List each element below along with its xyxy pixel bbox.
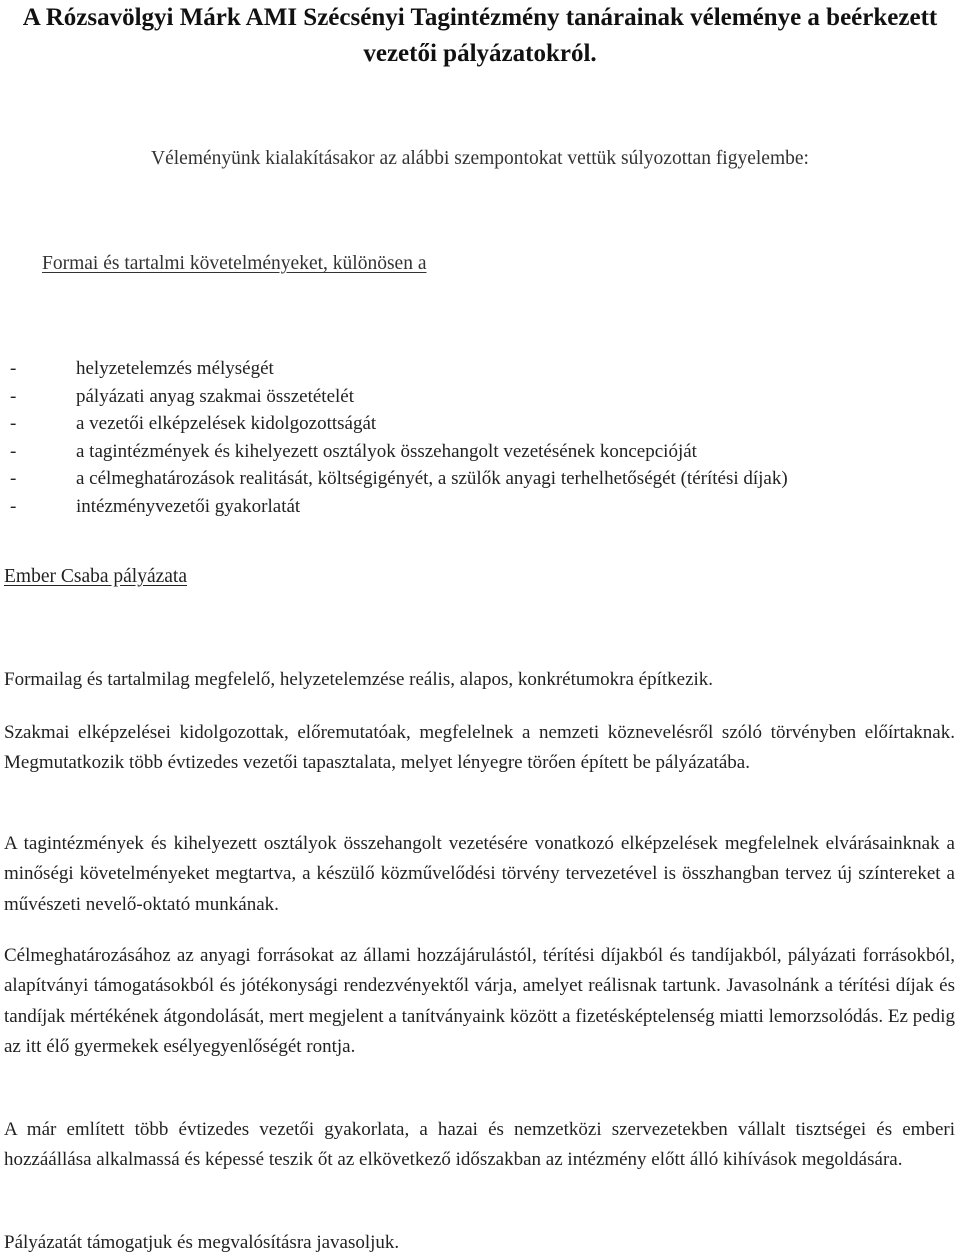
- section-heading: Ember Csaba pályázata: [4, 566, 187, 587]
- paragraph-professional-concepts: Szakmai elképzelései kidolgozottak, előremutatóak, megfelelnek a nemzeti köznevelésről szóló törvényben előírtaknak. Megmutatkozik több évtizedes vezetői tapasztalata, melyet lényegre törően épített be pályázatába.: [4, 722, 955, 774]
- list-bullet: -: [10, 468, 17, 490]
- list-bullet: -: [10, 440, 17, 462]
- list-bullet: -: [10, 358, 17, 379]
- list-item-text: a célmeghatározások realitását, költségigényét, a szülők anyagi terhelhetőségét (térítési díjak): [76, 468, 788, 490]
- list-item-text: a tagintézmények és kihelyezett osztályok összehangolt vezetésének koncepcióját: [76, 440, 697, 462]
- list-item: [0, 493, 788, 521]
- list-item-text: pályázati anyag szakmai összetételét: [76, 385, 355, 407]
- list-item: [0, 410, 788, 438]
- list-item: [0, 438, 788, 466]
- criteria-heading: Formai és tartalmi követelményeket, különösen a: [42, 253, 427, 274]
- paragraph-conclusion: Pályázatát támogatjuk és megvalósításra javasoljuk.: [4, 1232, 400, 1253]
- paragraph-member-institutions: A tagintézmények és kihelyezett osztályok összehangolt vezetésére vonatkozó elképzelések megfelelnek elvárásainknak a minőségi követelményeket megtartva, a készülő közművelődési törvény tervezetével is összhangban tervez új színtereket a művészeti nevelő-oktató munkának.: [4, 833, 955, 915]
- paragraph-formal-assessment: Formailag és tartalmilag megfelelő, helyzetelemzése reális, alapos, konkrétumokra építkezik.: [4, 669, 714, 690]
- list-item-text: helyzetelemzés mélységét: [76, 358, 274, 379]
- list-item-text: intézményvezetői gyakorlatát: [76, 495, 301, 517]
- list-bullet: -: [10, 413, 17, 435]
- list-item: [0, 355, 788, 383]
- document-title: A Rózsavölgyi Márk AMI Szécsényi Tagintézmény tanárainak véleménye a beérkezett vezetői pályázatokról.: [22, 4, 938, 67]
- paragraph-leadership-experience: A már említett több évtizedes vezetői gyakorlata, a hazai és nemzetközi szervezetekben vállalt tisztségei és emberi hozzáállása alkalmassá és képessé teszik őt az elkövetkező időszakban az intézmény előtt álló kihívások megoldására.: [4, 1119, 955, 1171]
- paragraph-financial-goals: Célmeghatározásához az anyagi forrásokat az állami hozzájárulástól, térítési díjakból és tandíjakból, pályázati forrásokból, alapítványi támogatásokból és jótékonysági rendezvényektől várja, amelyet reálisnak tartunk. Javasolnánk a térítési díjak és tandíjak mértékének átgondolását, mert megjelent a tanítványaink között a fizetésképtelenség miatti lemorzsolódás. Ez pedig az itt élő gyermekek esélyegyenlőségét rontja.: [4, 945, 955, 1057]
- intro-text: Véleményünk kialakításakor az alábbi szempontokat vettük súlyozottan figyelembe:: [151, 148, 809, 169]
- list-item-text: a vezetői elképzelések kidolgozottságát: [76, 413, 377, 435]
- list-item: [0, 383, 788, 411]
- list-item: [0, 465, 788, 493]
- list-bullet: -: [10, 495, 17, 517]
- criteria-list: [0, 355, 788, 521]
- list-bullet: -: [10, 385, 17, 407]
